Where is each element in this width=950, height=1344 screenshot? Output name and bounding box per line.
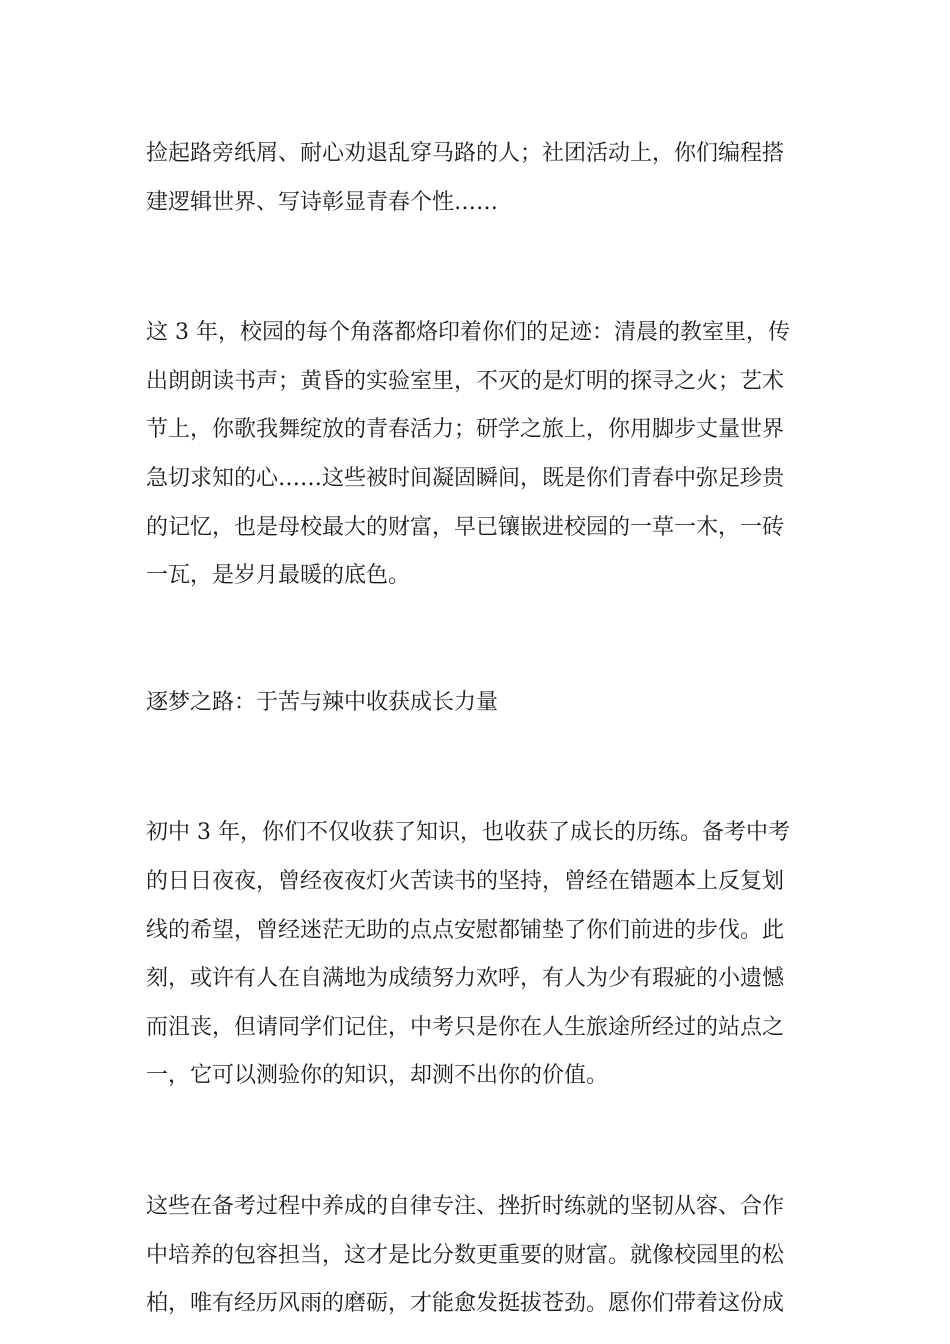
document-body — [146, 130, 816, 1329]
paragraph-campus-memories: 这 3 年，校园的每个角落都烙印着你们的足迹：清晨的教室里，传 出朗朗读书声；黄昏的实验室里，不灭的是灯明的探寻之火；艺术 节上，你歌我舞绽放的青春活力；研学之旅上，你用脚步丈量世界 急切求知的心……这些被时间凝固瞬间，既是你们青春中弥足珍贵 的记忆，也是母校最大的财富，早已镶嵌进校园的一草一木，一砖 一瓦，是岁月最暖的底色。 — [146, 320, 790, 589]
paragraph-exam-preparation: 初中 3 年，你们不仅收获了知识，也收获了成长的历练。备考中考 的日日夜夜，曾经夜夜灯火苦读书的坚持，曾经在错题本上反复划 线的希望，曾经迷茫无助的点点安慰都铺垫了你们前进的步伐。此 刻，或许有人在自满地为成绩努力欢呼，有人为少有瑕疵的小遗憾 而沮丧，但请同学们记住，中考只是你在人生旅途所经过的站点之 一，它可以测验你的知识，却测不出你的价值。 — [146, 820, 790, 1089]
section-heading: 逐梦之路：于苦与辣中收获成长力量 — [146, 689, 499, 715]
paragraph-campus-activities: 捡起路旁纸屑、耐心劝退乱穿马路的人；社团活动上，你们编程搭 建逻辑世界、写诗彰显青春个性…… — [146, 141, 785, 215]
paragraph-growth-wealth: 这些在备考过程中养成的自律专注、挫折时练就的坚韧从容、合作 中培养的包容担当，这才是比分数更重要的财富。就像校园里的松 柏，唯有经历风雨的磨砺，才能愈发挺拔苍劲。愿你们带着这份成 — [146, 1193, 785, 1317]
